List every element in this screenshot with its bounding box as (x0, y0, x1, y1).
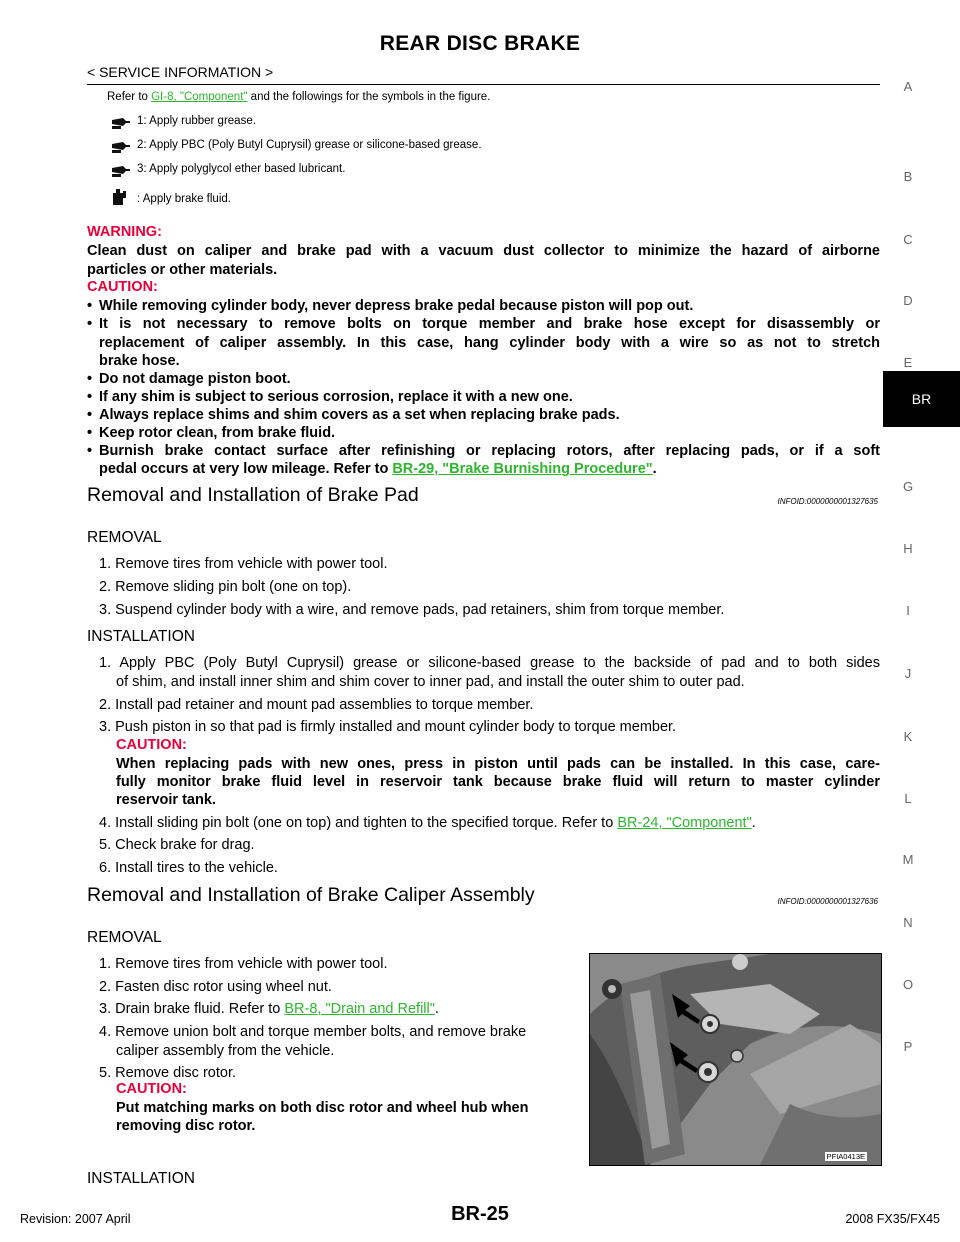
side-index-g[interactable]: G (902, 479, 914, 494)
caution-text-2a: It is not necessary to remove bolts on torque member and brake hose except for disassembly or (99, 316, 880, 332)
pad-install-step-5: 5. Check brake for drag. (99, 837, 255, 853)
caution-text-7b: pedal occurs at very low mileage. Refer to BR-29, "Brake Burnishing Procedure". (99, 461, 657, 477)
infoid-caliper: INFOID:0000000001327636 (777, 897, 878, 906)
caution-bullet-3: • (87, 371, 93, 387)
pad-install-caution-label: CAUTION: (116, 737, 187, 753)
caution-bullet-4: • (87, 389, 93, 405)
pad-install-caution-1: When replacing pads with new ones, press in piston until pads can be installed. In this case, care- (116, 756, 880, 772)
pad-install-step-4: 4. Install sliding pin bolt (one on top) and tighten to the specified torque. Refer to BR-24, "Component". (99, 815, 756, 831)
pad-install-step-1b: of shim, and install inner shim and shim cover to inner pad, and install the outer shim to outer pad. (116, 674, 745, 690)
caution-bullet-6: • (87, 425, 93, 441)
footer-model: 2008 FX35/FX45 (845, 1212, 940, 1226)
header-rule (87, 84, 880, 85)
caliper-removal-step-5: 5. Remove disc rotor. (99, 1065, 236, 1081)
installation-label: INSTALLATION (87, 628, 195, 645)
pad-removal-step-3: 3. Suspend cylinder body with a wire, and remove pads, pad retainers, shim from torque member. (99, 602, 725, 618)
caution-text-4: If any shim is subject to serious corrosion, replace it with a new one. (99, 389, 573, 405)
pad-install-caution-2: fully monitor brake fluid level in reservoir tank because brake fluid will return to master cylinder (116, 774, 880, 790)
infoid-brake-pad: INFOID:0000000001327635 (777, 497, 878, 506)
caliper-removal-step-4a: 4. Remove union bolt and torque member bolts, and remove brake (99, 1024, 527, 1040)
brake-fluid-icon (110, 189, 128, 207)
side-index-n[interactable]: N (903, 915, 913, 930)
pad-install-step-2: 2. Install pad retainer and mount pad assemblies to torque member. (99, 697, 534, 713)
refer-line: Refer to GI-8, "Component" and the followings for the symbols in the figure. (107, 91, 491, 103)
side-index-a[interactable]: A (903, 79, 913, 94)
side-index-j[interactable]: J (904, 666, 912, 681)
side-index-d[interactable]: D (903, 293, 913, 308)
caliper-caution-1: Put matching marks on both disc rotor and wheel hub when (116, 1100, 529, 1116)
side-index-m[interactable]: M (902, 852, 914, 867)
side-index-e[interactable]: E (903, 355, 913, 370)
page-title: REAR DISC BRAKE (379, 32, 581, 55)
caution-label: CAUTION: (87, 279, 158, 295)
side-index-c[interactable]: C (903, 232, 913, 247)
br-24-component-link[interactable]: BR-24, "Component" (617, 815, 752, 831)
caliper-removal-step-4b: caliper assembly from the vehicle. (116, 1043, 335, 1059)
caliper-caution-label: CAUTION: (116, 1081, 187, 1097)
removal-label: REMOVAL (87, 529, 162, 546)
pad-install-step-6: 6. Install tires to the vehicle. (99, 860, 278, 876)
section-title-brake-pad: Removal and Installation of Brake Pad (87, 484, 419, 506)
symbol-text-2: 2: Apply PBC (Poly Butyl Cuprysil) grease or silicone-based grease. (137, 139, 482, 151)
caution-text-2b: replacement of caliper assembly. In this case, hang cylinder body with a wire so as not to stretch (99, 335, 880, 351)
grease-gun-icon (110, 140, 132, 154)
caliper-caution-2: removing disc rotor. (116, 1118, 256, 1134)
caution-text-7a: Burnish brake contact surface after refinishing or replacing rotors, after replacing pads, or if a soft (99, 443, 880, 459)
side-index-b[interactable]: B (903, 169, 913, 184)
br-29-burnishing-link[interactable]: BR-29, "Brake Burnishing Procedure" (392, 461, 653, 477)
side-index-br-active[interactable]: BR (883, 371, 960, 427)
caution-bullet-7: • (87, 443, 93, 459)
br-8-drain-refill-link[interactable]: BR-8, "Drain and Refill" (284, 1001, 435, 1017)
gi-8-component-link[interactable]: GI-8, "Component" (151, 91, 248, 103)
section-subtitle: < SERVICE INFORMATION > (87, 64, 274, 80)
pad-removal-step-1: 1. Remove tires from vehicle with power tool. (99, 556, 388, 572)
side-index-o[interactable]: O (902, 977, 914, 992)
caliper-removal-step-3: 3. Drain brake fluid. Refer to BR-8, "Drain and Refill". (99, 1001, 439, 1017)
caution-bullet-2: • (87, 316, 93, 332)
caliper-installation-label: INSTALLATION (87, 1170, 195, 1187)
caution-text-6: Keep rotor clean, from brake fluid. (99, 425, 336, 441)
caution-bullet-1: • (87, 298, 93, 314)
pad-install-caution-3: reservoir tank. (116, 792, 216, 808)
side-index-h[interactable]: H (903, 541, 913, 556)
caution-text-2c: brake hose. (99, 353, 180, 369)
caliper-photo (590, 954, 881, 1165)
side-index-l[interactable]: L (904, 791, 912, 806)
pad-removal-step-2: 2. Remove sliding pin bolt (one on top). (99, 579, 352, 595)
caution-text-1: While removing cylinder body, never depress brake pedal because piston will pop out. (99, 298, 694, 314)
caliper-removal-step-2: 2. Fasten disc rotor using wheel nut. (99, 979, 332, 995)
grease-gun-icon (110, 116, 132, 130)
pad-install-step-1a: 1. Apply PBC (Poly Butyl Cuprysil) grease or silicone-based grease to the backside of pad and to both sides (99, 655, 880, 671)
footer-page-number: BR-25 (451, 1203, 509, 1225)
symbol-text-1: 1: Apply rubber grease. (137, 115, 256, 127)
grease-gun-icon (110, 164, 132, 178)
side-index-k[interactable]: K (903, 729, 913, 744)
caliper-removal-step-1: 1. Remove tires from vehicle with power tool. (99, 956, 388, 972)
symbol-text-4: : Apply brake fluid. (137, 193, 231, 205)
side-index-i[interactable]: I (906, 603, 910, 618)
caution-text-3: Do not damage piston boot. (99, 371, 291, 387)
warning-line-1: Clean dust on caliper and brake pad with a vacuum dust collector to minimize the hazard of airborne (87, 243, 880, 259)
side-index-p[interactable]: P (903, 1039, 913, 1054)
warning-line-2: particles or other materials. (87, 262, 278, 278)
caution-text-5: Always replace shims and shim covers as a set when replacing brake pads. (99, 407, 620, 423)
caliper-photo-figure (589, 953, 882, 1166)
section-title-caliper: Removal and Installation of Brake Caliper Assembly (87, 884, 535, 906)
caution-bullet-5: • (87, 407, 93, 423)
footer-revision: Revision: 2007 April (20, 1212, 131, 1226)
pad-install-step-3: 3. Push piston in so that pad is firmly installed and mount cylinder body to torque member. (99, 719, 677, 735)
symbol-text-3: 3: Apply polyglycol ether based lubricant. (137, 163, 346, 175)
caliper-removal-label: REMOVAL (87, 929, 162, 946)
figure-code: PFIA0413E (826, 1152, 865, 1161)
warning-label: WARNING: (87, 224, 162, 240)
